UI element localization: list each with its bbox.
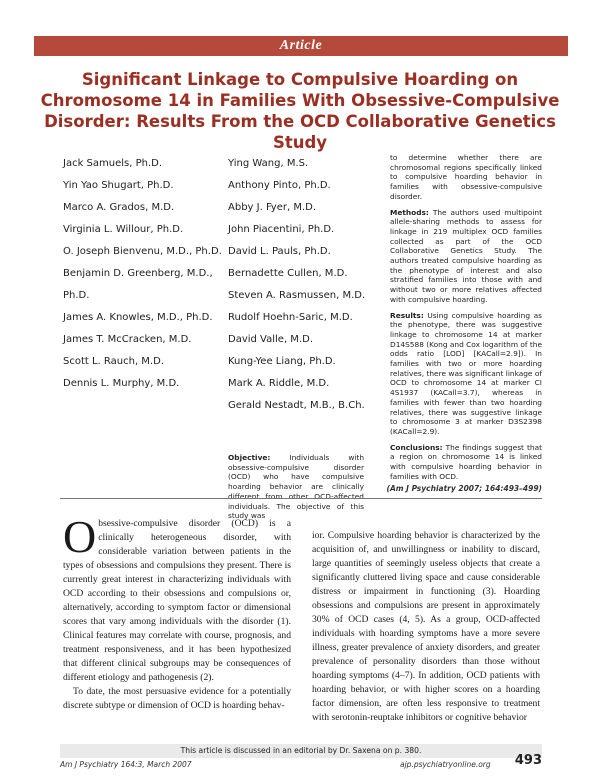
- author-name: Rudolf Hoehn-Saric, M.D.: [228, 312, 353, 323]
- footer-url[interactable]: ajp.psychiatryonline.org: [400, 760, 491, 769]
- author-name: Benjamin D. Greenberg, M.D., Ph.D.: [63, 268, 213, 301]
- author-name: Yin Yao Shugart, Ph.D.: [63, 180, 174, 191]
- author-name: Marco A. Grados, M.D.: [63, 202, 175, 213]
- author-name: Kung-Yee Liang, Ph.D.: [228, 356, 336, 367]
- author-name: Jack Samuels, Ph.D.: [63, 158, 163, 169]
- section-divider: [60, 498, 542, 499]
- author-list-left: [63, 153, 223, 395]
- body-paragraph-2: To date, the most persuasive evidence for a potentially discrete subtype or dimension of OCD is hoarding behav-: [63, 686, 291, 711]
- abstract-right-column: [390, 153, 542, 488]
- article-title: Significant Linkage to Compulsive Hoarding on Chromosome 14 in Families With Obsessive-Compulsive Disorder: Results From the OCD Collaborative Genetics Study: [40, 70, 560, 152]
- body-right-column: [312, 529, 540, 725]
- author-name: Bernadette Cullen, M.D.: [228, 268, 348, 279]
- author-name: James A. Knowles, M.D., Ph.D.: [63, 312, 213, 323]
- author-name: John Piacentini, Ph.D.: [228, 224, 335, 235]
- author-name: Dennis L. Murphy, M.D.: [63, 378, 180, 389]
- abstract-results: [390, 311, 542, 437]
- conclusions-text: The findings suggest that a region on chromosome 14 is linked with compulsive hoarding behavior in families with OCD.: [390, 442, 543, 481]
- article-banner: Article: [34, 36, 568, 56]
- author-name: Scott L. Rauch, M.D.: [63, 356, 164, 367]
- abstract-conclusions: [390, 443, 542, 482]
- objective-text: Individuals with obsessive-compulsive disorder (OCD) who have compulsive hoarding behavior are clinically different from other OCD-affected individuals. The objective of this study was: [228, 453, 364, 521]
- methods-text: The authors used multipoint allele-sharing methods to assess for linkage in 219 multiplex OCD families collected as part of the OCD Collaborative Genetics Study. The authors treated compulsive hoarding as the phenotype of interest and also stratified families into those with and without two or more relatives affected with compulsive hoarding.: [390, 207, 542, 304]
- methods-label: Methods:: [390, 207, 429, 217]
- author-name: Mark A. Riddle, M.D.: [228, 378, 330, 389]
- author-name: Gerald Nestadt, M.B., B.Ch.: [228, 400, 365, 411]
- results-label: Results:: [390, 310, 424, 320]
- objective-continued: to determine whether there are chromosomal regions specifically linked to compulsive hoarding behavior in families with obsessive-compulsive disorder.: [390, 153, 542, 201]
- body-paragraph-3: ior. Compulsive hoarding behavior is characterized by the acquisition of, and unwillingness or inability to discard, large quantities of seemingly useless objects that create a significantly cluttered living space and cause considerable distress or impairment in functioning (3). Hoarding obsessions and compulsions are present in approximately 30% of OCD cases (4, 5). As a group, OCD-affected individuals with hoarding symptoms have a more severe illness, greater prevalence of anxiety disorders, and greater prevalence of personality disorders than those without hoarding symptoms (4–7). In addition, OCD patients with hoarding behavior, or with higher scores on a hoarding factor dimension, are often less responsive to treatment with serotonin-reuptake inhibitors or cognitive behavior: [312, 530, 540, 723]
- author-name: James T. McCracken, M.D.: [63, 334, 192, 345]
- abstract-left-column: [228, 453, 364, 527]
- editorial-note: This article is discussed in an editorial by Dr. Saxena on p. 380.: [60, 744, 542, 758]
- author-name: Steven A. Rasmussen, M.D.: [228, 290, 366, 301]
- footer-journal: Am J Psychiatry 164:3, March 2007: [60, 760, 192, 769]
- page-number: 493: [514, 753, 542, 768]
- author-name: David Valle, M.D.: [228, 334, 313, 345]
- journal-citation: (Am J Psychiatry 2007; 164:493–499): [386, 484, 542, 493]
- author-name: O. Joseph Bienvenu, M.D., Ph.D.: [63, 246, 222, 257]
- conclusions-label: Conclusions:: [390, 442, 443, 452]
- author-name: David L. Pauls, Ph.D.: [228, 246, 331, 257]
- author-name: Virginia L. Willour, Ph.D.: [63, 224, 184, 235]
- abstract-objective: [228, 453, 364, 521]
- drop-cap: O: [63, 511, 97, 562]
- author-name: Ying Wang, M.S.: [228, 158, 309, 169]
- author-list-middle: [228, 153, 388, 417]
- abstract-methods: [390, 208, 542, 305]
- results-text: Using compulsive hoarding as the phenotype, there was suggestive linkage to chromosome 14 at marker D14S588 (Kong and Cox logarithm of the odds ratio [LOD] [KACall=2.9]). In families with two or more hoarding relatives, there was significant linkage of OCD to chromosome 14 at marker CI 4S1937 (KACall=3.7), whereas in families with fewer than two hoarding relatives, there was suggestive linkage to chromosome 3 at marker D3S2398 (KACall=2.9).: [390, 310, 542, 436]
- body-left-column: [63, 511, 291, 713]
- body-paragraph-1: [63, 511, 291, 685]
- paragraph-1-text: bsessive-compulsive disorder (OCD) is a clinically heterogeneous disorder, with considerable variation between patients in the types of obsessions and compulsions they present. There is currently great interest in characterizing individuals with OCD according to their obsessions and compulsions or, alternatively, according to symptom factor or dimensional scores that vary among individuals with the disorder (1). Clinical features may correlate with course, prognosis, and treatment responsiveness, and it has been hypothesized that different clinical subgroups may be consequences of different etiology and pathogenesis (2).: [63, 518, 291, 683]
- author-name: Abby J. Fyer, M.D.: [228, 202, 316, 213]
- objective-label: Objective:: [228, 453, 271, 462]
- author-name: Anthony Pinto, Ph.D.: [228, 180, 331, 191]
